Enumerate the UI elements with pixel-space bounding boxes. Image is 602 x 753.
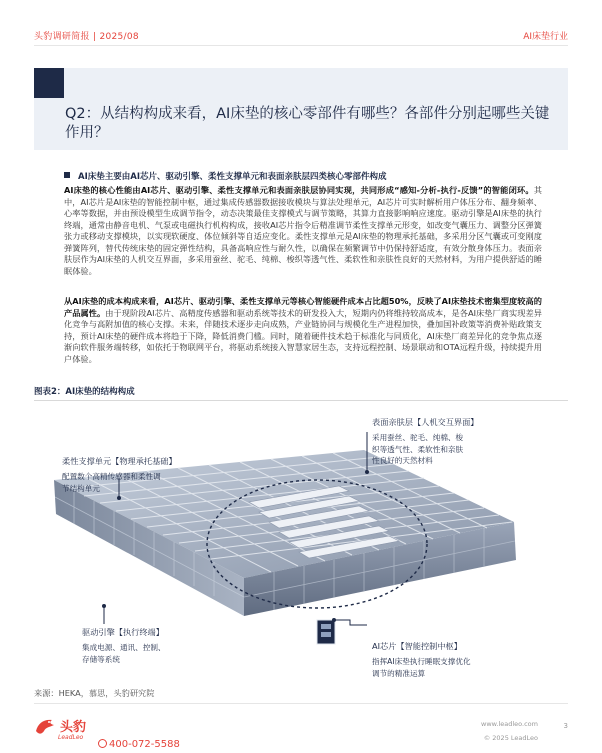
figure-divider (34, 400, 568, 401)
page-number: 3 (563, 722, 568, 730)
figure-title: 图表2：AI床垫的结构构成 (34, 387, 135, 397)
callout-line: 指挥AI床垫执行睡眠支撑优化 (372, 657, 471, 666)
section-subheading (64, 170, 387, 182)
phone-icon (98, 739, 107, 748)
logo-text-cn: 头豹 (60, 720, 87, 735)
leopard-logo-icon (34, 715, 56, 737)
callout-line: 节结构单元 (62, 483, 100, 493)
industry-label: AI床垫行业 (523, 32, 568, 42)
callout-ai-chip-desc (372, 656, 471, 679)
callout-surface-layer-title: 表面亲肤层【人机交互界面】 (372, 417, 479, 427)
callout-line: 调节的精准运算 (372, 668, 426, 678)
subheading-text: AI床垫主要由AI芯片、驱动引擎、柔性支撑单元和表面亲肤层四类核心零部件构成 (78, 172, 387, 182)
paragraph-components-body: 其中，AI芯片是AI床垫的智能控制中枢，通过集成传感器数据接收模块与算法处理单元，AI芯片可实时解析用户体压分布、翻身频率、心率等数据，并由预设模型生成调节指令，动态决策最佳支撑模式与调节策略，其算力直接影响响应速度。驱动引擎是AI床垫的执行终端，通常由静音电机、气泵或电磁执行机构构成，接收AI芯片指令后精准调节柔性支撑单元形变，如改变气囊压力、调整分区弹簧张力或移动支撑模块，以实现软硬度、体位倾斜等自适应变化。柔性支撑单元是AI床垫的物理承托基础，多采用分区气囊或可变刚度弹簧阵列，替代传统床垫的固定弹性结构，具备高响应性与耐久性，以确保在频繁调节中仍保持舒适度，有效分散身体压力。表面亲肤层作为AI床垫的人机交互界面，多采用蚕丝、驼毛、纯棉、梭织等透气性、柔软性和亲肤性良好的天然材料，为用户提供舒适的睡眠体验。 (64, 185, 542, 276)
paragraph-components (64, 185, 542, 277)
footer-logo (34, 713, 180, 750)
callout-drive-engine-desc (82, 642, 166, 665)
callout-surface-layer-desc (372, 432, 463, 467)
callout-line: 存储等系统 (82, 654, 120, 664)
contact-phone (98, 739, 180, 750)
paragraph-cost-body: 由于现阶段AI芯片、高精度传感器和驱动系统等技术的研发投入大，短期内仍将维持较高成本，是各AI床垫厂商实现差异化竞争与高附加值的核心支撑。未来，伴随技术逐步走向成熟，产业链协同与规模化生产进程加快，叠加国补政策等消费补贴政策支持，预计AI床垫的硬件成本将趋于下降，降低消费门槛。同时，随着硬件技术趋于标准化与同质化，AI床垫厂商差异化的竞争焦点逐渐向软件服务端转移，如依托于物联网平台，将驱动系统接入智慧家居生态，支持远程控制、场景联动和OTA远程升级，持续提升用户体验。 (64, 307, 542, 364)
callout-line: 织等透气性、柔软性和亲肤 (372, 444, 464, 454)
paragraph-cost (64, 296, 542, 365)
paragraph-cost-lead: 从AI床垫的成本构成来看，AI芯片、驱动引擎、柔性支撑单元等核心智能硬件成本占比超50%，反映了AI床垫技术密集型度较高的产品属性。 (64, 296, 542, 318)
logo-text-en: LeadLeo (58, 734, 84, 741)
callout-ai-chip-title: AI芯片【智能控制中枢】 (372, 641, 462, 651)
callout-line: 采用蚕丝、驼毛、纯棉、梭 (372, 433, 464, 442)
callout-line: 配置数个高精传感器和柔性调 (62, 472, 161, 481)
callout-line: 集成电源、通讯、控制、 (82, 643, 166, 652)
mattress-illustration (34, 402, 568, 680)
bullet-square-icon (64, 172, 70, 178)
footer-copyright: © 2025 LeadLeo (483, 734, 538, 742)
callout-line: 性良好的天然材料 (372, 456, 433, 465)
callout-support-unit-desc (62, 471, 161, 494)
footer-divider (34, 703, 568, 704)
figure-source: 来源：HEKA，慕思，头豹研究院 (34, 688, 155, 698)
header-divider (34, 45, 568, 46)
question-heading: Q2：从结构构成来看，AI床垫的核心零部件有哪些？各部件分别起哪些关键作用？ (65, 106, 550, 141)
callout-drive-engine-title: 驱动引擎【执行终端】 (82, 627, 164, 637)
footer-website[interactable]: www.leadleo.com (481, 720, 538, 728)
question-accent-block (34, 68, 64, 98)
mattress-structure-figure (34, 402, 568, 680)
report-series-label: 头豹调研简报 | 2025/08 (34, 32, 139, 42)
callout-support-unit-title: 柔性支撑单元【物理承托基础】 (62, 456, 177, 466)
phone-number: 400-072-5588 (109, 739, 180, 750)
paragraph-components-lead: AI床垫的核心性能由AI芯片、驱动引擎、柔性支撑单元和表面亲肤层协同实现，共同形成“感知-分析-执行-反馈”的智能闭环。 (64, 185, 534, 195)
